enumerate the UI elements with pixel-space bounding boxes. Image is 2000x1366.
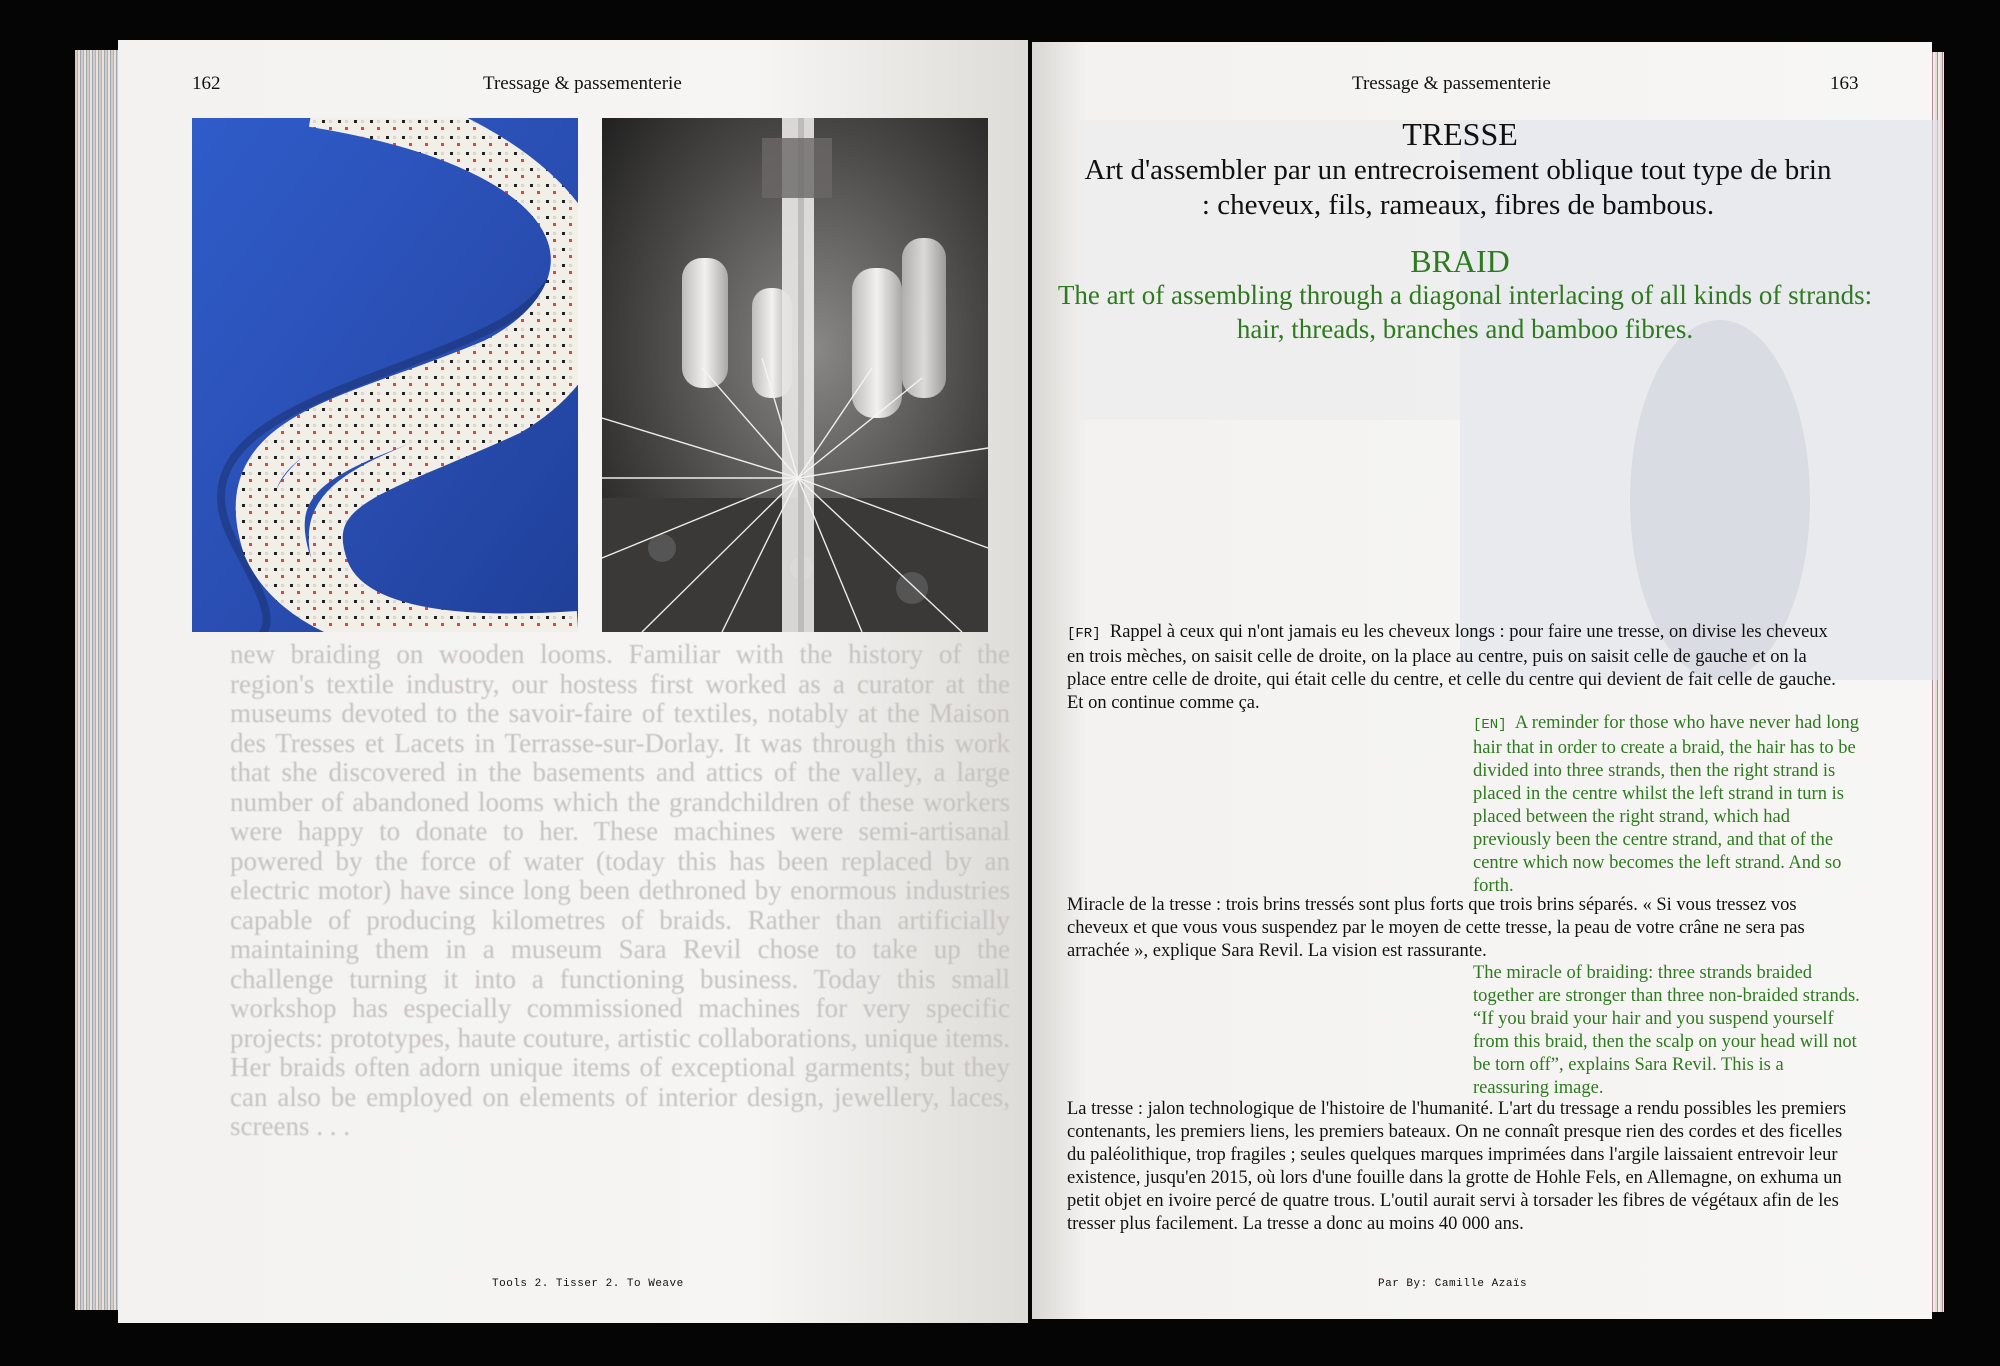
page-number-right: 163 <box>1830 73 1859 94</box>
en-paragraph-2: The miracle of braiding: three strands braided together are stronger than three non-braided strands. “If you braid your hair and you suspend yourself from this braid, then the scalp on your head will not be torn off”, explains Sara Revil. This is a reassuring image. <box>1473 963 1860 1098</box>
fr-paragraph-2: Miracle de la tresse : trois brins tressés sont plus forts que trois brins séparés. « Si vous tressez vos cheveux et que vous vous suspendez par le moyen de cette tresse, la peau de votre crâne ne sera pas arrachée », explique Sara Revil. La vision est rassurante. <box>1067 895 1805 961</box>
fr-paragraph-1 <box>1067 621 1842 715</box>
en-paragraph-1 <box>1473 712 1861 898</box>
footer-left: Tools 2. Tisser 2. To Weave <box>492 1278 684 1290</box>
running-title-right: Tressage & passementerie <box>1352 73 1551 94</box>
show-through-text: new braiding on wooden looms. Familiar with the history of the region's textile industry, our hostess first worked as a curator at the museums devoted to the savoir-faire of textiles, notably at the Maison des Tresses et Lacets in Terrasse-sur-Dorlay. It was through this work that she discovered in the basements and attics of the valley, a large number of abandoned looms which the grandchildren of these workers were happy to donate to her. These machines were semi-artisanal powered by the force of water (today this has been replaced by an electric motor) have since long been dethroned by enormous industries capable of producing kilometres of braids. Rather than artificially maintaining them in a museum Sara Revil chose to take up the challenge turning it into a functioning business. Today this small workshop has especially commissioned machines for very specific projects: prototypes, haute couture, artistic collaborations, unique items. Her braids often adorn unique items of exceptional garments; but they can also be employed on elements of interior design, jewellery, laces, screens . . . <box>230 639 1010 1141</box>
fr-paragraph-3: La tresse : jalon technologique de l'histoire de l'humanité. L'art du tressage a rendu possibles les premiers contenants, les premiers liens, les premiers bateaux. On ne connaît presque rien des cordes et des ficelles du paléolithique, trop fragiles ; seules quelques marques imprimées dans l'argile laissaient entrevoir leur existence, jusqu'en 2015, où lors d'une fouille dans la grotte de Hohle Fels, en Allemagne, on exhuma un petit objet en ivoire percé de quatre trous. L'outil aurait servi à torsader les fibres de végétaux afin de les tresser plus facilement. La tresse a donc au moins 40 000 ans. <box>1067 1099 1847 1234</box>
footer-right: Par By: Camille Azaïs <box>1378 1278 1528 1290</box>
rope-photo <box>192 118 578 632</box>
running-title-left: Tressage & passementerie <box>483 73 682 94</box>
braiding-machine-photo <box>602 118 988 632</box>
en-heading: BRAID <box>1410 243 1510 279</box>
book-page-edges-left <box>75 50 119 1310</box>
fr-definition: Art d'assembler par un entrecroisement oblique tout type de brin : cheveux, fils, rameaux, fibres de bambous. <box>1084 154 1832 221</box>
en-paragraph-1-text: A reminder for those who have never had long hair that in order to create a braid, the hair has to be divided into three strands, then the right strand is placed in the centre whilst the left strand in turn is placed between the right strand, which had previously been the centre strand, and that of the centre which now becomes the left strand. And so forth. <box>1473 713 1860 896</box>
en-definition: The art of assembling through a diagonal interlacing of all kinds of strands: hair, threads, branches and bamboo fibres. <box>1057 280 1873 344</box>
en-tag: [EN] <box>1473 717 1507 733</box>
fr-paragraph-1-text: Rappel à ceux qui n'ont jamais eu les cheveux longs : pour faire une tresse, on divise les cheveux en trois mèches, on saisit celle de droite, on la place au centre, puis on saisit celle de gauche et on la place entre celle de droite, qui était celle du centre, et celle du centre qui devient de fait celle de gauche. Et on continue comme ça. <box>1067 622 1836 713</box>
fr-tag: [FR] <box>1067 626 1101 642</box>
fr-heading: TRESSE <box>1402 116 1518 152</box>
page-number-left: 162 <box>192 73 221 94</box>
